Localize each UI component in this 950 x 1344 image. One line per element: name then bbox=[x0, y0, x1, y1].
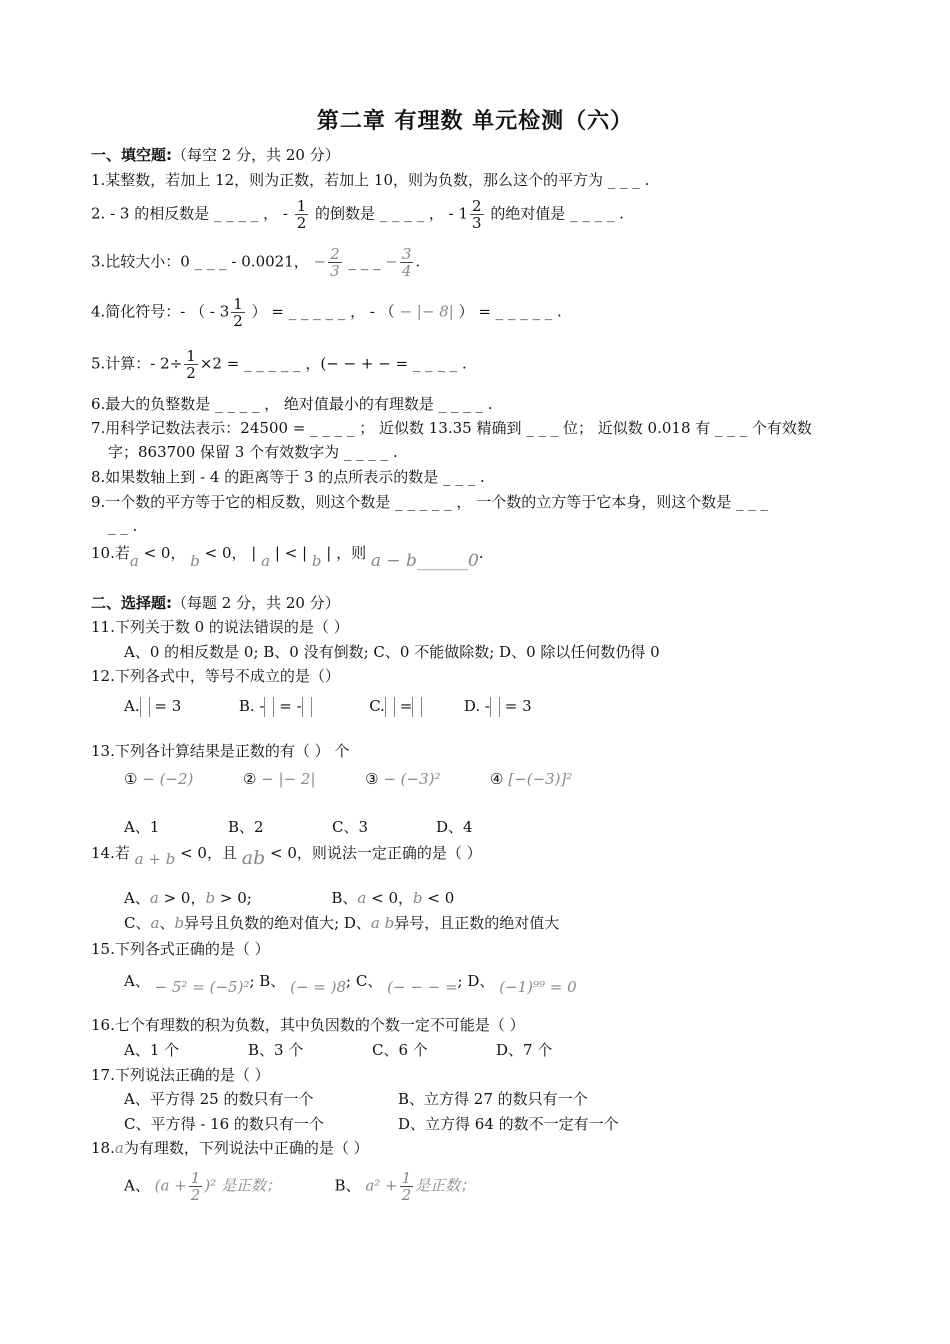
q14-opt-c-var-a: a bbox=[150, 914, 160, 932]
question-15-options bbox=[124, 972, 577, 996]
q18-number: 18. bbox=[91, 1139, 115, 1157]
q2-fraction-1 bbox=[295, 198, 309, 231]
question-4 bbox=[91, 296, 562, 329]
q3-fraction-1 bbox=[328, 246, 342, 279]
q13-item-1-expr: − (−2) bbox=[142, 770, 194, 788]
question-13-answers bbox=[124, 818, 473, 836]
q18-fb-den: 2 bbox=[401, 1186, 412, 1204]
q10-text-a: 10.若 bbox=[91, 544, 130, 562]
q12-opt-b-eq: = - bbox=[279, 697, 302, 715]
q13-item-2-expr: − |− 2| bbox=[261, 770, 316, 788]
q3-f2-num: 3 bbox=[401, 245, 412, 263]
q14-opt-a-text-c: > 0; bbox=[219, 889, 252, 907]
q4-abs-expr: − |− 8| bbox=[399, 302, 454, 321]
q17-option-d: D、立方得 64 的数不一定有一个 bbox=[398, 1115, 619, 1133]
q12-opt-d-eq: = 3 bbox=[504, 697, 532, 715]
q14-expr-2: ab bbox=[241, 847, 266, 869]
question-17: 17.下列说法正确的是（ ） bbox=[91, 1066, 270, 1084]
section-2-heading bbox=[91, 594, 340, 612]
q13-answer-b: B、2 bbox=[228, 818, 264, 836]
q2-f2-den: 3 bbox=[472, 214, 482, 232]
question-11: 11.下列关于数 0 的说法错误的是（ ） bbox=[91, 618, 349, 636]
q16-option-b: B、3 个 bbox=[248, 1041, 304, 1059]
q14-text-a: 14.若 bbox=[91, 844, 130, 862]
q18-fb-num: 1 bbox=[401, 1169, 412, 1187]
q18-fraction-a bbox=[189, 1170, 203, 1203]
question-17-options-1 bbox=[124, 1090, 588, 1108]
q10-var-c: a bbox=[261, 552, 271, 570]
q10-text-d: | < | bbox=[274, 544, 308, 562]
question-6: 6.最大的负整数是 _ _ _ _ ， 绝对值最小的有理数是 _ _ _ _ . bbox=[91, 395, 493, 413]
section-1-note: （每空 2 分，共 20 分） bbox=[172, 146, 340, 164]
q5-text-b: ×2 = _ _ _ _ _ ，(− − + − = _ _ _ _ . bbox=[199, 354, 467, 373]
q14-expr-1: a + b bbox=[134, 850, 176, 868]
q12-opt-a-eq: = 3 bbox=[154, 697, 182, 715]
q12-abs-d bbox=[490, 697, 500, 717]
q3-neg-1: − bbox=[313, 252, 327, 271]
question-13-items bbox=[124, 770, 572, 788]
q14-opt-c-text: 异号且负数的绝对值大; D、 bbox=[184, 914, 371, 932]
q14-opt-c-var-b: b bbox=[174, 914, 185, 932]
question-9-line-2: _ _ . bbox=[108, 517, 138, 535]
question-7-line-2: 字；863700 保留 3 个有效数字为 _ _ _ _ . bbox=[108, 443, 398, 461]
q15-opt-b: ; B、 bbox=[249, 972, 286, 990]
q3-text-a: 3.比较大小：0 _ _ _ - 0.0021， bbox=[91, 252, 309, 271]
page-title: 第二章 有理数 单元检测（六） bbox=[316, 109, 634, 134]
q17-option-c: C、平方得 - 16 的数只有一个 bbox=[124, 1115, 324, 1133]
q14-text-b: < 0，且 bbox=[180, 844, 237, 862]
q18-fraction-b bbox=[400, 1170, 414, 1203]
q12-abs-b bbox=[264, 697, 274, 717]
q3-f1-num: 2 bbox=[330, 245, 340, 263]
q13-answer-c: C、3 bbox=[332, 818, 369, 836]
q2-f2-num: 2 bbox=[472, 197, 482, 215]
q4-text-c: ） = _ _ _ _ _ . bbox=[458, 302, 562, 321]
q10-text-f: . bbox=[478, 544, 484, 562]
q10-var-b: b bbox=[190, 552, 200, 570]
q4-f-num: 1 bbox=[233, 295, 243, 313]
q14-opt-c-sep: 、 bbox=[159, 914, 175, 932]
q13-item-3-expr: − (−3)² bbox=[383, 770, 441, 788]
q13-item-3-marker: ③ bbox=[365, 770, 379, 788]
q3-fraction-2 bbox=[400, 246, 414, 279]
section-2-label: 二、选择题: bbox=[91, 594, 172, 612]
q12-abs-a bbox=[140, 697, 150, 717]
q15-opt-d: ; D、 bbox=[457, 972, 495, 990]
q4-fraction bbox=[231, 296, 245, 329]
q14-opt-a: A、 bbox=[124, 889, 150, 907]
q18-fa-den: 2 bbox=[190, 1186, 201, 1204]
q18-expr-b-2: 是正数； bbox=[415, 1176, 476, 1195]
q5-f-den: 2 bbox=[186, 364, 196, 382]
question-18-options bbox=[124, 1170, 475, 1203]
question-1: 1.某整数，若加上 12，则为正数，若加上 10，则为负数，那么这个的平方为 _ _ _ . bbox=[91, 171, 650, 189]
q14-text-c: < 0，则说法一定正确的是（ ） bbox=[270, 844, 482, 862]
q5-fraction bbox=[184, 348, 198, 381]
question-2 bbox=[91, 198, 624, 231]
q3-text-c: . bbox=[415, 252, 421, 271]
question-5 bbox=[91, 348, 467, 381]
q10-var-e: b bbox=[311, 552, 322, 570]
q2-text-c: 的绝对值是 _ _ _ _ . bbox=[490, 204, 624, 223]
q3-f1-den: 3 bbox=[330, 262, 340, 280]
q12-abs-c2 bbox=[412, 697, 422, 717]
q14-opt-c: C、 bbox=[124, 914, 151, 932]
q3-f2-den: 4 bbox=[401, 262, 412, 280]
q4-f-den: 2 bbox=[233, 312, 243, 330]
q2-text-a: 2. - 3 的相反数是 _ _ _ _ ， - bbox=[91, 204, 288, 223]
q14-opt-d-text: 异号，且正数的绝对值大 bbox=[394, 914, 560, 932]
q10-text-e: | ，则 bbox=[326, 544, 367, 562]
q13-item-1-marker: ① bbox=[124, 770, 138, 788]
q12-abs-c bbox=[385, 697, 395, 717]
q14-opt-a-var-a: a bbox=[149, 889, 159, 907]
q14-opt-b-var-b: b bbox=[413, 889, 423, 907]
q14-opt-a-text-b: > 0， bbox=[163, 889, 206, 907]
q15-expr-b: (− = )8 bbox=[290, 978, 347, 996]
question-9-line-1: 9.一个数的平方等于它的相反数，则这个数是 _ _ _ _ _ ， 一个数的立方等于它本身，则这个数是 _ _ _ bbox=[91, 493, 768, 511]
q18-expr-a-2: )² 是正数； bbox=[204, 1176, 281, 1195]
section-1-heading bbox=[91, 146, 340, 164]
q14-opt-b-text-e: < 0， bbox=[371, 889, 414, 907]
q18-fa-num: 1 bbox=[190, 1169, 201, 1187]
question-14 bbox=[91, 843, 482, 869]
question-3 bbox=[91, 246, 420, 279]
q4-text-a: 4.简化符号：- （ - 3 bbox=[91, 302, 230, 321]
q5-text-a: 5.计算：- 2÷ bbox=[91, 354, 183, 373]
q3-text-b: _ _ _ bbox=[348, 252, 381, 271]
q18-expr-a-1: (a + bbox=[154, 1176, 187, 1195]
question-15: 15.下列各式正确的是（ ） bbox=[91, 940, 270, 958]
q10-var-a: a bbox=[129, 552, 139, 570]
q14-opt-b: B、 bbox=[331, 889, 358, 907]
section-1-label: 一、填空题: bbox=[91, 146, 172, 164]
q12-opt-d: D. - bbox=[463, 697, 490, 715]
section-2-note: （每题 2 分，共 20 分） bbox=[172, 594, 340, 612]
q13-item-4-marker: ④ bbox=[490, 770, 504, 788]
q18-var-a: a bbox=[114, 1139, 124, 1157]
question-16: 16.七个有理数的积为负数，其中负因数的个数一定不可能是（ ） bbox=[91, 1016, 525, 1034]
q14-opt-d-vars: a b bbox=[370, 914, 395, 932]
q18-opt-b: B、 bbox=[334, 1176, 361, 1195]
q15-expr-a: − 5² = (−5)² bbox=[154, 978, 250, 996]
q15-opt-a: A、 bbox=[124, 972, 150, 990]
q13-answer-d: D、4 bbox=[436, 818, 473, 836]
question-13: 13.下列各计算结果是正数的有（ ） 个 bbox=[91, 742, 350, 760]
q2-text-b: 的倒数是 _ _ _ _ ， - 1 bbox=[315, 204, 469, 223]
question-12: 12.下列各式中，等号不成立的是（） bbox=[91, 667, 340, 685]
question-7-line-1: 7.用科学记数法表示：24500 = _ _ _ _ ； 近似数 13.35 精确到 _ _ _ 位； 近似数 0.018 有 _ _ _ 个有效数 bbox=[91, 419, 812, 437]
q13-answer-a: A、1 bbox=[124, 818, 160, 836]
q14-opt-a-var-b: b bbox=[205, 889, 216, 907]
q12-opt-c: C. bbox=[369, 697, 385, 715]
q12-abs-b2 bbox=[302, 697, 312, 717]
q16-option-a: A、1 个 bbox=[124, 1041, 180, 1059]
q14-opt-b-var-a: a bbox=[357, 889, 367, 907]
q2-f1-num: 1 bbox=[296, 197, 307, 215]
q17-option-b: B、立方得 27 的数只有一个 bbox=[398, 1090, 588, 1108]
question-8: 8.如果数轴上到 - 4 的距离等于 3 的点所表示的数是 _ _ _ . bbox=[91, 468, 485, 486]
q10-text-b: < 0， bbox=[143, 544, 186, 562]
question-14-options-2 bbox=[124, 914, 559, 932]
q3-neg-2: − bbox=[385, 252, 398, 271]
q18-opt-a: A、 bbox=[124, 1176, 150, 1195]
q12-opt-b: B. - bbox=[238, 697, 265, 715]
q16-option-d: D、7 个 bbox=[496, 1041, 553, 1059]
question-12-options bbox=[124, 697, 532, 717]
q10-expression: a − b______0 bbox=[370, 551, 479, 571]
question-17-options-2 bbox=[124, 1115, 619, 1133]
q14-opt-b-text-f: < 0 bbox=[427, 889, 455, 907]
question-16-options bbox=[124, 1041, 552, 1059]
question-11-options: A、0 的相反数是 0; B、0 没有倒数; C、0 不能做除数; D、0 除以任何数仍得 0 bbox=[124, 643, 660, 661]
q18-text: 为有理数，下列说法中正确的是（ ） bbox=[123, 1139, 369, 1157]
question-10 bbox=[91, 544, 484, 571]
q12-opt-a: A. bbox=[124, 697, 140, 715]
q5-f-num: 1 bbox=[186, 347, 196, 365]
q17-option-a: A、平方得 25 的数只有一个 bbox=[124, 1090, 314, 1108]
q13-item-4-expr: [−(−3)]² bbox=[508, 770, 573, 788]
q15-expr-c: (− − − = bbox=[387, 978, 458, 996]
q13-item-2-marker: ② bbox=[242, 770, 257, 788]
q15-expr-d: (−1)⁹⁹ = 0 bbox=[499, 978, 577, 996]
q15-opt-c: ; C、 bbox=[346, 972, 383, 990]
q2-fraction-2 bbox=[470, 198, 484, 231]
q4-text-b: ） = _ _ _ _ _ ， - （ bbox=[251, 302, 395, 321]
q10-text-c: < 0， | bbox=[204, 544, 257, 562]
question-14-options-1 bbox=[124, 889, 454, 907]
question-18 bbox=[91, 1139, 369, 1157]
q18-expr-b-1: a² + bbox=[365, 1176, 398, 1195]
q12-opt-c-eq: = bbox=[399, 697, 413, 715]
q2-f1-den: 2 bbox=[296, 214, 307, 232]
q16-option-c: C、6 个 bbox=[372, 1041, 428, 1059]
